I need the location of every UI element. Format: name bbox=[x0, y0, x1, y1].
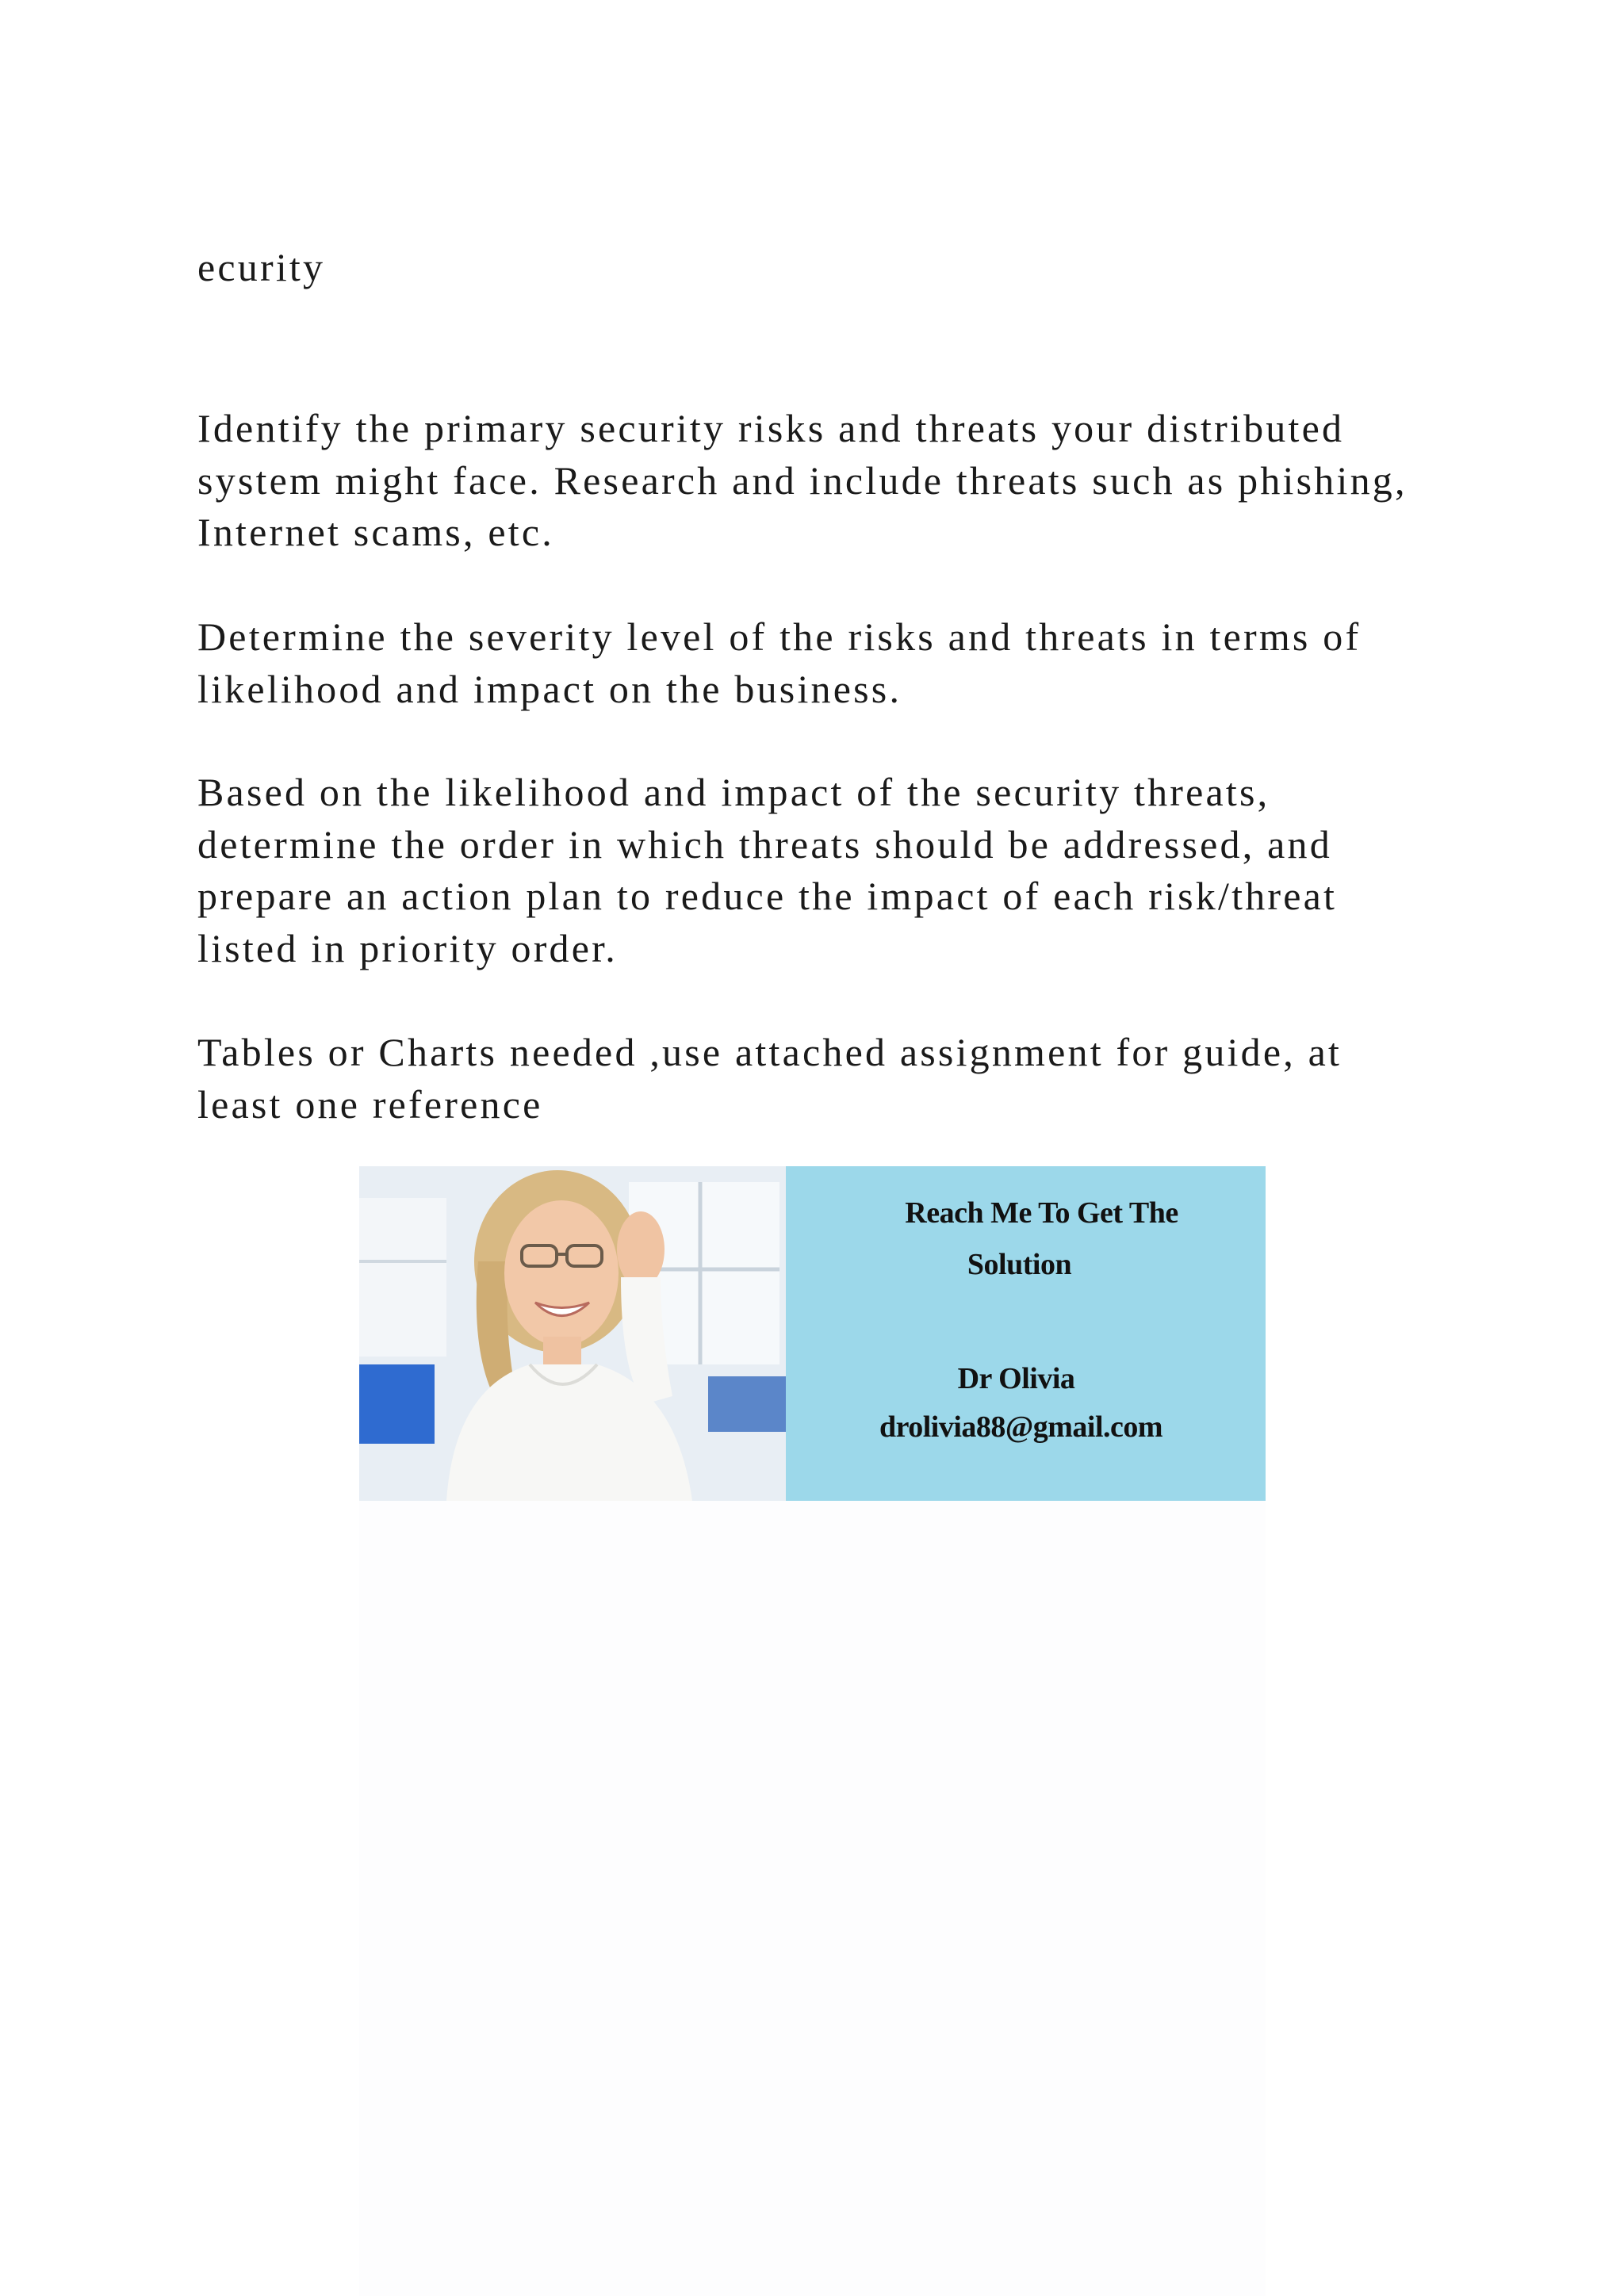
paragraph-severity: Determine the severity level of the risks and threats in terms of likelihood and impact on the business. bbox=[197, 614, 1362, 711]
cta-line-2: Solution bbox=[967, 1248, 1072, 1281]
woman-illustration-icon bbox=[359, 1166, 786, 1501]
contact-name: Dr Olivia bbox=[957, 1362, 1075, 1395]
paragraph-risks: Identify the primary security risks and threats your distributed system might face. Research and include threats such as phishing, Internet scams, etc. bbox=[197, 406, 1408, 554]
document-heading: ecurity bbox=[197, 245, 326, 289]
contact-email-link[interactable]: drolivia88@gmail.com bbox=[879, 1410, 1163, 1444]
cta-line-1: Reach Me To Get The bbox=[905, 1196, 1178, 1230]
contact-card[interactable] bbox=[786, 1166, 1266, 1501]
contact-banner[interactable] bbox=[359, 1166, 1266, 1501]
paragraph-action-plan: Based on the likelihood and impact of the security threats, determine the order in which threats should be addressed, and prepare an action plan to reduce the impact of each risk/threat listed in priority order. bbox=[197, 770, 1338, 970]
woman-photo bbox=[359, 1166, 786, 1501]
paragraph-requirements: Tables or Charts needed ,use attached assignment for guide, at least one reference bbox=[197, 1030, 1342, 1127]
image-placeholder-area bbox=[359, 1501, 1266, 2296]
